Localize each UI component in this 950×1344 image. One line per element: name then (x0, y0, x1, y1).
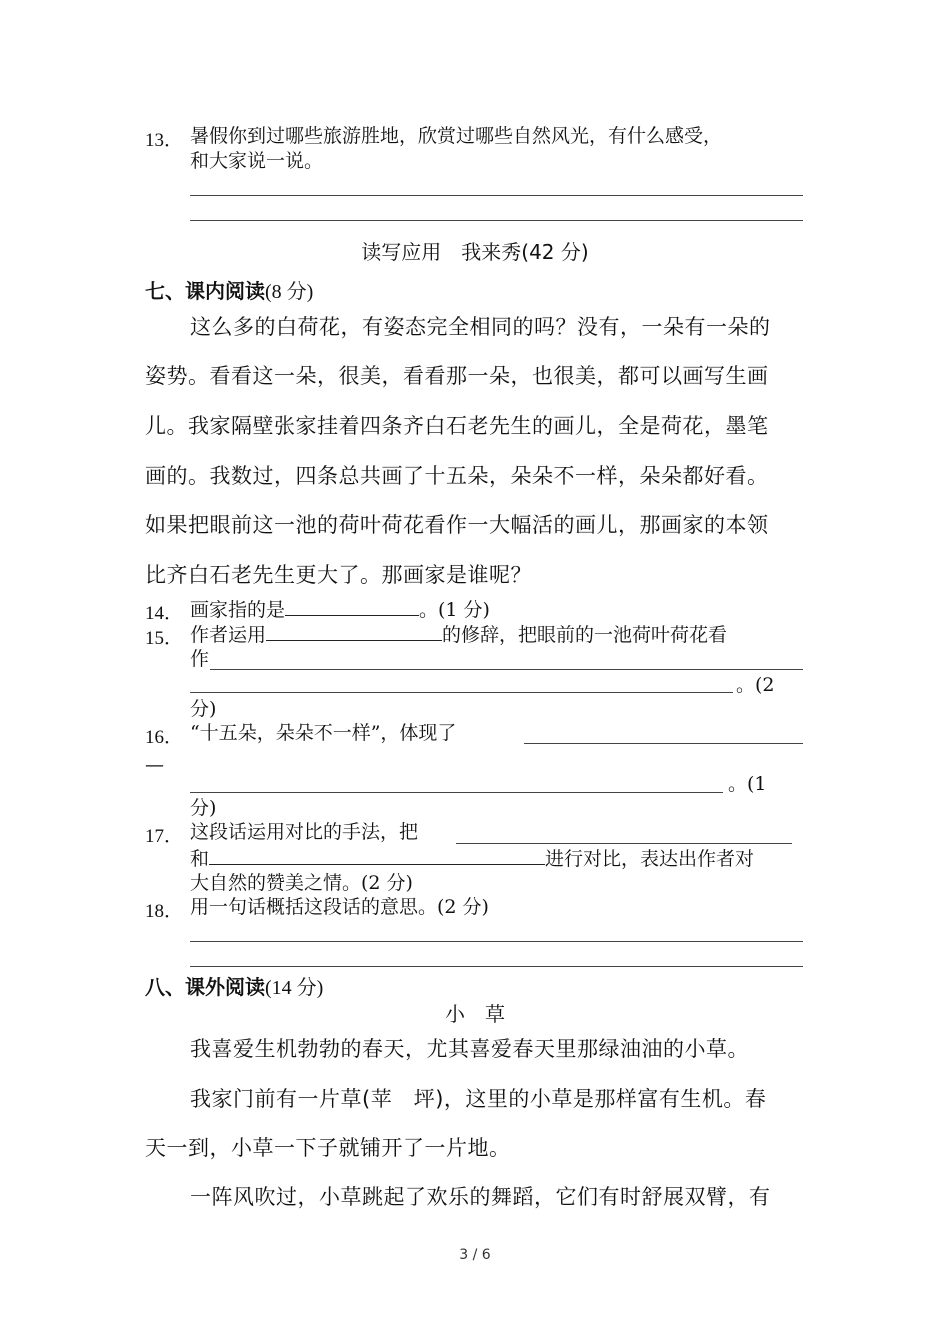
story-title: 小 草 (445, 1002, 505, 1026)
answer-line[interactable] (190, 692, 733, 693)
passage-line: 姿势。看看这一朵，很美，看看那一朵，也很美，都可以画写生画 (145, 364, 769, 388)
passage-line: 天一到，小草一下子就铺开了一片地。 (145, 1136, 511, 1160)
question-text: 暑假你到过哪些旅游胜地，欣赏过哪些自然风光，有什么感受， (190, 125, 723, 147)
answer-line[interactable] (190, 941, 803, 942)
passage-line: 我家门前有一片草(苹 坪)，这里的小草是那样富有生机。春 (190, 1087, 767, 1111)
question-prompt: 画家指的是 (190, 599, 286, 621)
question-points: 分) (190, 698, 217, 720)
section-title: 读写应用 我来秀(42 分) (361, 240, 589, 264)
question-points: 。(1 分) (419, 599, 490, 621)
question-text (190, 597, 490, 622)
question-number: 16． (145, 727, 184, 748)
answer-line[interactable] (190, 792, 723, 793)
answer-line[interactable] (524, 743, 803, 744)
question-number: 18． (145, 901, 184, 922)
answer-line[interactable] (190, 195, 803, 196)
section-7-heading (145, 275, 313, 304)
page-number: 3 / 6 (459, 1247, 491, 1263)
question-text (190, 622, 727, 647)
answer-line[interactable] (456, 843, 792, 844)
question-text-cont: 作 (190, 648, 210, 670)
passage-line: 一阵风吹过，小草跳起了欢乐的舞蹈，它们有时舒展双臂，有 (190, 1185, 771, 1209)
question-text: 用一句话概括这段话的意思。(2 分) (190, 896, 489, 918)
passage-line: 这么多的白荷花，有姿态完全相同的吗？没有，一朵有一朵的 (190, 315, 771, 339)
passage-line: 我喜爱生机勃勃的春天，尤其喜爱春天里那绿油油的小草。 (190, 1037, 749, 1061)
section-points: (14 分) (265, 977, 324, 999)
question-text: “十五朵，朵朵不一样”，体现了 (190, 722, 457, 744)
question-prompt: 和 (190, 848, 210, 870)
question-number: 14． (145, 603, 184, 624)
answer-line[interactable] (190, 220, 803, 221)
question-number: 17． (145, 826, 184, 847)
section-points: (8 分) (265, 281, 314, 303)
question-text-end: 。(1 (728, 773, 767, 795)
question-text-cont: 和大家说一说。 (190, 150, 324, 172)
question-number: 13． (145, 130, 184, 151)
passage-line: 儿。我家隔壁张家挂着四条齐白石老先生的画儿，全是荷花，墨笔 (145, 414, 769, 438)
section-8-heading (145, 971, 323, 1000)
question-text: 这段话运用对比的手法，把 (190, 821, 419, 843)
question-text-cont (190, 846, 754, 871)
question-prompt-cont: 进行对比，表达出作者对 (545, 848, 755, 870)
dash-mark: — (145, 754, 164, 776)
passage-line: 比齐白石老先生更大了。那画家是谁呢？ (145, 563, 532, 587)
question-points: 分) (190, 797, 217, 819)
answer-line[interactable] (190, 966, 803, 967)
answer-blank[interactable] (285, 597, 419, 616)
question-prompt-cont: 的修辞，把眼前的一池荷叶荷花看 (442, 624, 728, 646)
question-text-end: 大自然的赞美之情。(2 分) (190, 872, 413, 894)
answer-line[interactable] (210, 669, 803, 670)
question-number: 15． (145, 628, 184, 649)
answer-blank[interactable] (266, 622, 442, 641)
passage-line: 如果把眼前这一池的荷叶荷花看作一大幅活的画儿，那画家的本领 (145, 513, 769, 537)
section-heading-text: 八、课外阅读 (145, 975, 265, 999)
passage-line: 画的。我数过，四条总共画了十五朵，朵朵不一样，朵朵都好看。 (145, 464, 769, 488)
answer-blank[interactable] (209, 846, 545, 865)
question-text-end: 。(2 (736, 674, 775, 696)
question-prompt: 作者运用 (190, 624, 267, 646)
section-heading-text: 七、课内阅读 (145, 279, 265, 303)
